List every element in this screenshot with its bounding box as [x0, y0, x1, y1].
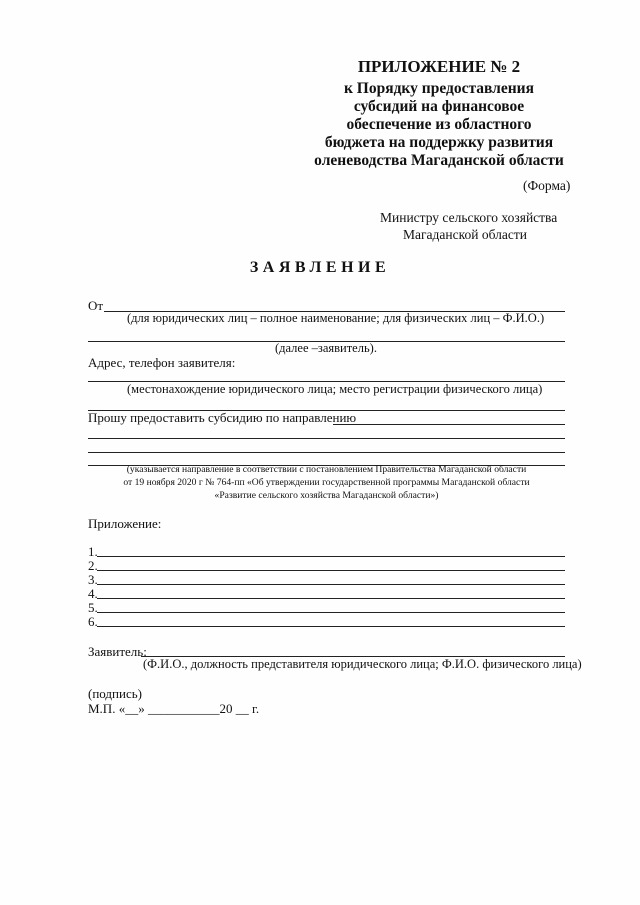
- address-caption: (местонахождение юридического лица; место регистрации физического лица): [127, 382, 543, 396]
- attachment-number: 6.: [88, 614, 98, 629]
- applicant-label: Заявитель:: [88, 644, 147, 659]
- appendix-subtitle-line: оленеводства Магаданской области: [314, 152, 564, 169]
- document-title: ЗАЯВЛЕНИЕ: [249, 259, 391, 276]
- attachment-input-line[interactable]: [97, 612, 565, 613]
- attachment-number: 1.: [88, 544, 98, 559]
- attachments-label: Приложение:: [88, 516, 162, 531]
- applicant-signature-caption: (Ф.И.О., должность представителя юридического лица; Ф.И.О. физического лица): [143, 657, 582, 671]
- appendix-title: ПРИЛОЖЕНИЕ № 2: [357, 57, 521, 76]
- direction-input-line-3[interactable]: [88, 452, 565, 453]
- addressee-line: Магаданской области: [403, 227, 527, 242]
- attachment-input-line[interactable]: [97, 570, 565, 571]
- form-label: (Форма): [523, 178, 571, 193]
- addressee-line: Министру сельского хозяйства: [380, 210, 558, 225]
- attachment-input-line[interactable]: [97, 584, 565, 585]
- attachment-input-line[interactable]: [97, 556, 565, 557]
- address-label: Адрес, телефон заявителя:: [88, 355, 236, 370]
- direction-input-line-2[interactable]: [88, 438, 565, 439]
- attachment-number: 5.: [88, 600, 98, 615]
- appendix-subtitle-line: к Порядку предоставления: [343, 80, 535, 97]
- direction-caption-line: от 19 ноября 2020 г № 764-пп «Об утверждении государственной программы Магаданской области: [123, 477, 530, 488]
- attachment-number: 2.: [88, 558, 98, 573]
- from-caption: (для юридических лиц – полное наименование; для физических лиц – Ф.И.О.): [127, 311, 545, 325]
- appendix-subtitle-line: обеспечение из областного: [346, 116, 532, 133]
- signature-label: (подпись): [88, 686, 142, 701]
- appendix-subtitle-line: бюджета на поддержку развития: [324, 134, 554, 151]
- attachment-input-line[interactable]: [97, 598, 565, 599]
- attachment-input-line[interactable]: [97, 626, 565, 627]
- stamp-date-line[interactable]: М.П. «__» ___________20 __ г.: [88, 701, 260, 716]
- applicant-caption: (далее –заявитель).: [275, 341, 377, 355]
- request-label: Прошу предоставить субсидию по направлению: [88, 410, 357, 425]
- attachment-number: 4.: [88, 586, 98, 601]
- direction-caption-line: «Развитие сельского хозяйства Магаданской области»): [214, 490, 439, 501]
- attachment-number: 3.: [88, 572, 98, 587]
- direction-input-line[interactable]: [333, 424, 565, 425]
- appendix-subtitle-line: субсидий на финансовое: [353, 98, 525, 115]
- from-label: От: [88, 298, 104, 313]
- direction-caption-line: (указывается направление в соответствии с постановлением Правительства Магаданской области: [126, 464, 527, 475]
